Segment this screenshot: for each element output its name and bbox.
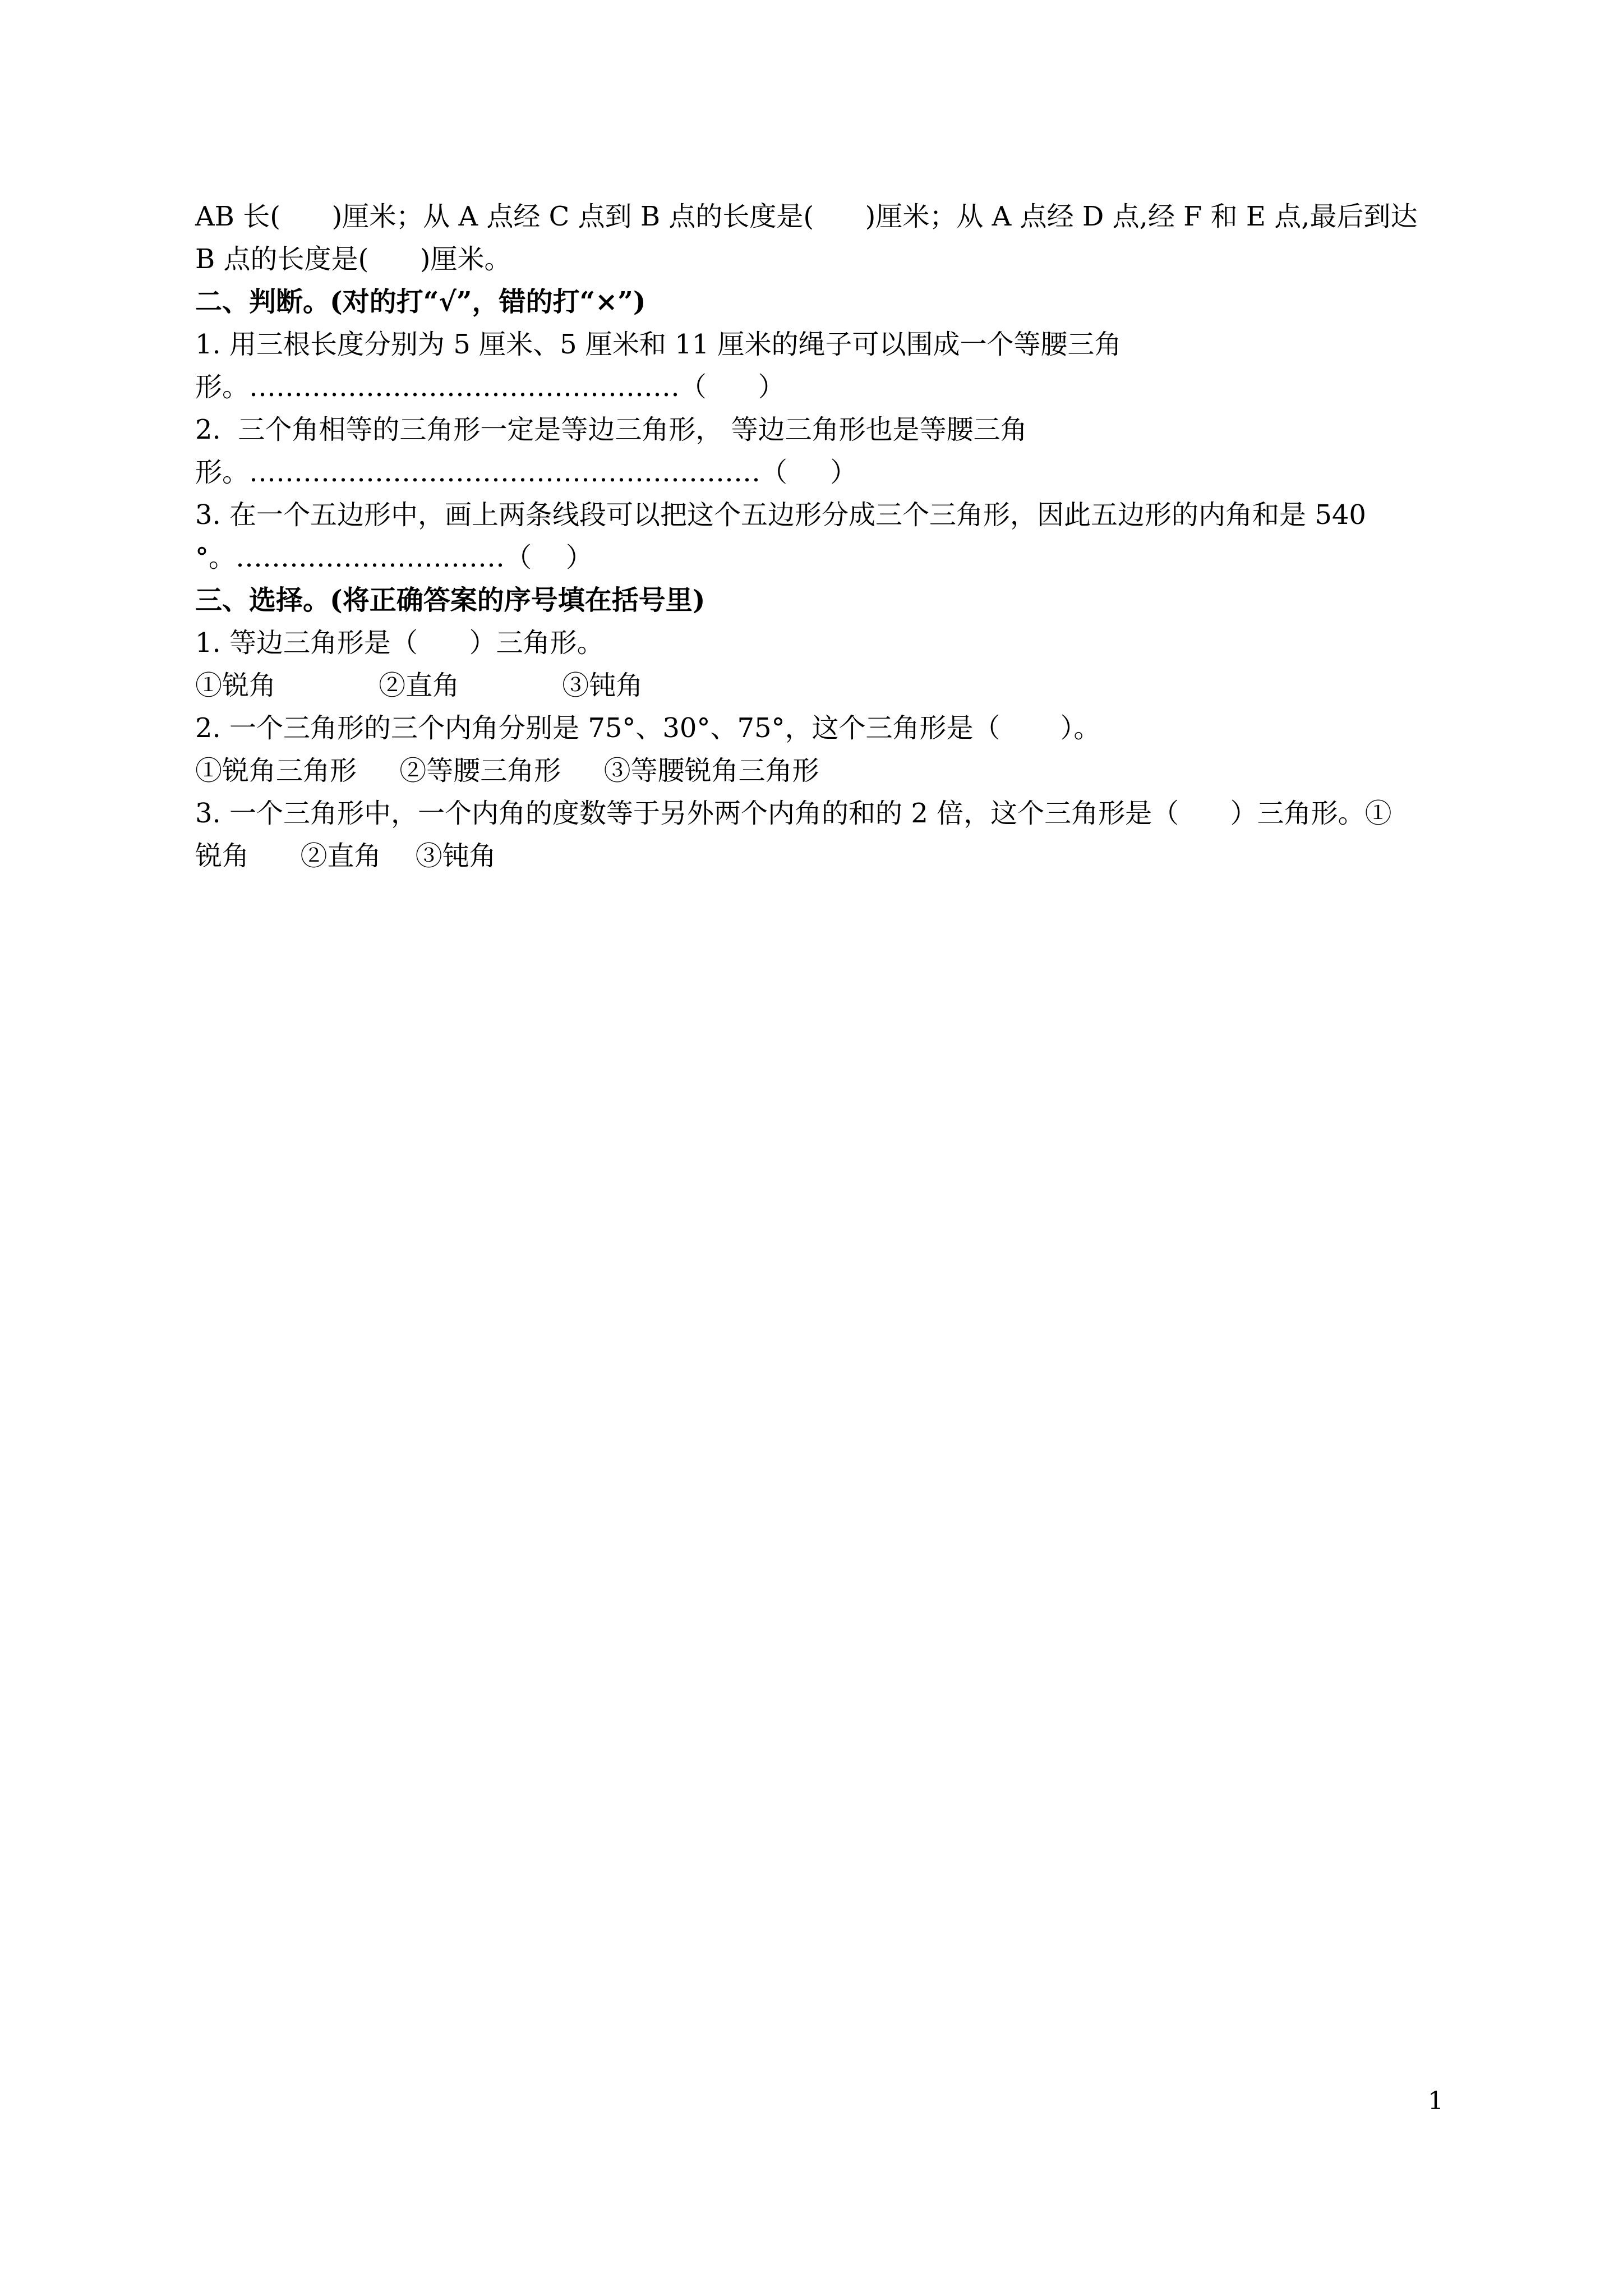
choice-q2-options: ①锐角三角形 ②等腰三角形 ③等腰锐角三角形 <box>195 755 819 786</box>
judge-q1-line1: 1. 用三根长度分别为 5 厘米、5 厘米和 11 厘米的绳子可以围成一个等腰三角 <box>195 329 1122 360</box>
page-number: 1 <box>1428 2087 1444 2115</box>
judge-q2-line1: 2. 三个角相等的三角形一定是等边三角形， 等边三角形也是等腰三角 <box>195 414 1027 445</box>
judge-q3-line2: °。…………………………（ ） <box>195 542 593 573</box>
judge-q2-line2: 形。…………………………………………………（ ） <box>195 457 857 488</box>
judge-q3-line1: 3. 在一个五边形中，画上两条线段可以把这个五边形分成三个三角形，因此五边形的内角和是 540 <box>195 499 1366 531</box>
section2-heading: 二、判断。(对的打“√”，错的打“×”) <box>195 286 646 318</box>
section1-line2: B 点的长度是( )厘米。 <box>195 243 511 275</box>
section1-line1: AB 长( )厘米；从 A 点经 C 点到 B 点的长度是( )厘米；从 A 点经 D 点,经 F 和 E 点,最后到达 <box>195 201 1418 232</box>
choice-q1-options: ①锐角 ②直角 ③钝角 <box>195 670 643 701</box>
choice-q3-line1: 3. 一个三角形中，一个内角的度数等于另外两个内角的和的 2 倍，这个三角形是（ ）三角形。① <box>195 798 1392 829</box>
section3-heading: 三、选择。(将正确答案的序号填在括号里) <box>195 585 706 616</box>
choice-q1-text: 1. 等边三角形是（ ）三角形。 <box>195 627 604 659</box>
choice-q3-line2: 锐角 ②直角 ③钝角 <box>195 840 496 872</box>
judge-q1-line2: 形。…………………………………………（ ） <box>195 371 785 403</box>
choice-q2-text: 2. 一个三角形的三个内角分别是 75°、30°、75°，这个三角形是（ ）。 <box>195 712 1101 744</box>
